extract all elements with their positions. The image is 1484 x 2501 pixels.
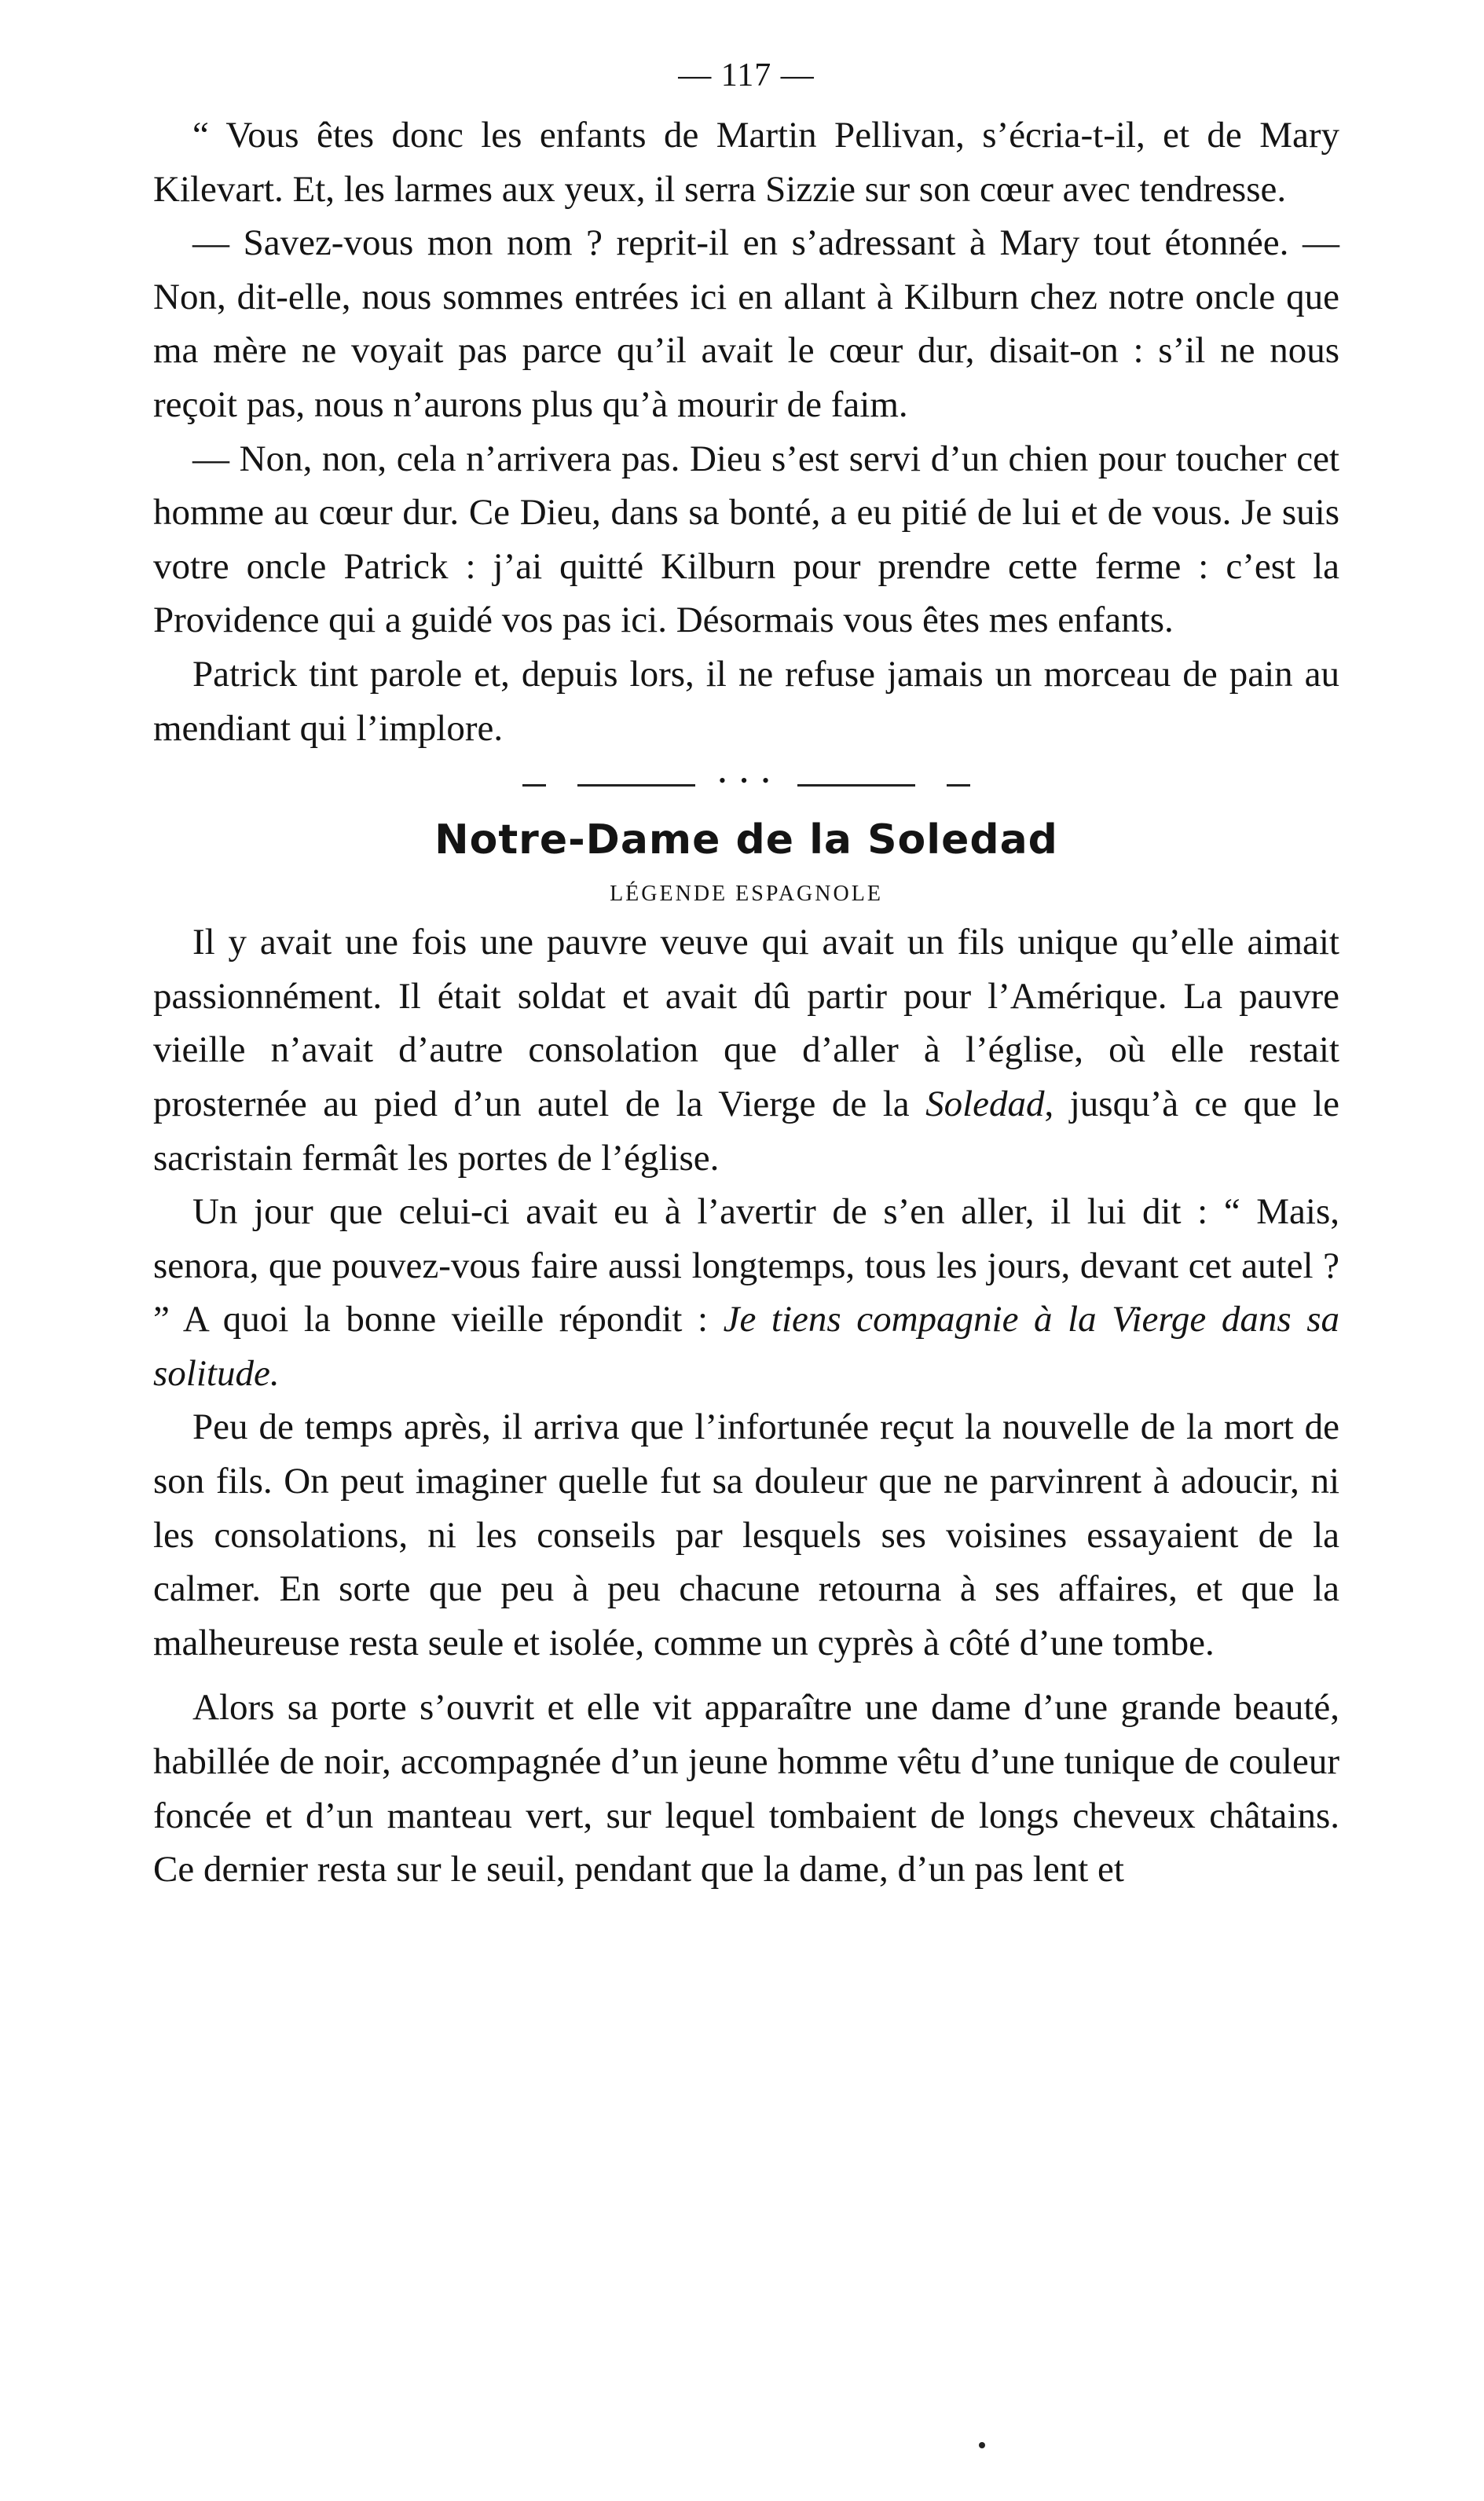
paragraph-conclusion: Patrick tint parole et, depuis lors, il ne refuse jamais un morceau de pain au mendiant qui l’implore. [153,653,1339,749]
paragraph-exclamation: “ Vous êtes donc les enfants de Martin Pellivan, s’écria-t-il, et de Mary Kilevart. Et, les larmes aux yeux, il serra Sizzie sur son cœur avec tendresse. [153,115,1339,210]
divider-rule [522,784,546,787]
book-page [153,52,1339,1897]
paragraph-dialogue: — Savez-vous mon nom ? reprit-il en s’adressant à Mary tout étonnée. — Non, dit-elle, nous sommes entrées ici en allant à Kilburn chez notre oncle que ma mère ne voyait pas parce qu’il avait le cœur dur, disait-on : s’il ne nous reçoit pas, nous n’aurons plus qu’à mourir de faim. [153,222,1339,425]
paragraph-son-death: Peu de temps après, il arriva que l’infortunée reçut la nouvelle de la mort de son fils. On peut imaginer quelle fut sa douleur que ne parvinrent à adoucir, ni les consolations, ni les conseils par lesquels ses voisines essayaient de la calmer. En sorte que peu à peu chacune retourna à ses affaires, et que la malheureuse resta seule et isolée, comme un cyprès à côté d’une tombe. [153,1406,1339,1663]
paragraph-uncle-patrick: — Non, non, cela n’arrivera pas. Dieu s’est servi d’un chien pour toucher cet homme au cœur dur. Ce Dieu, dans sa bonté, a eu pitié de lui et de vous. Je suis votre oncle Patrick : j’ai quitté Kilburn pour prendre cette ferme : c’est la Providence qui a guidé vos pas ici. Désormais vous êtes mes enfants. [153,438,1339,641]
divider-rule [577,784,695,787]
divider-dots: • • • [718,769,775,793]
text-run: , jusqu’à ce que le sacristain fermât les portes de l’église. [153,1083,1339,1179]
divider-rule [947,784,970,787]
story-section-soledad [153,812,1339,1897]
story-subtitle: LÉGENDE ESPAGNOLE [610,882,883,907]
story-section-patrick [153,108,1339,755]
story-title: Notre-Dame de la Soledad [434,816,1058,864]
divider-rule [797,784,915,787]
text-run: Il y avait une fois une pauvre veuve qui avait un fils unique qu’elle aimait passionnément. Il était soldat et avait dû partir pour l’Amérique. La pauvre vieille n’avait d’autre consolation que d’aller à l’église, où elle restait prosternée au pied d’un autel de la Vierge de la [153,922,1339,1124]
paragraph-apparition: Alors sa porte s’ouvrit et elle vit apparaître une dame d’une grande beauté, habillée de noir, accompagnée d’un jeune homme vêtu d’une tunique de couleur foncée et d’un manteau vert, sur lequel tombaient de longs cheveux châtains. Ce dernier resta sur le seuil, pendant que la dame, d’un pas lent et [153,1687,1339,1890]
paragraph-sacristan [153,1185,1339,1400]
italic-text: Soledad [925,1083,1045,1124]
italic-text: Je tiens compagnie à la Vierge dans sa solitude. [153,1299,1339,1394]
paragraph-widow [153,915,1339,1185]
paragraph-spacer [153,1670,1339,1681]
print-speck [979,2442,985,2448]
text-run: Un jour que celui-ci avait eu à l’avertir de s’en aller, il lui dit : “ Mais, senora, que pouvez-vous faire aussi longtemps, tous les jours, devant cet autel ? ” A quoi la bonne vieille répondit : [153,1191,1339,1340]
page-number: — 117 — [678,57,815,94]
section-divider-ornament [153,769,1339,796]
